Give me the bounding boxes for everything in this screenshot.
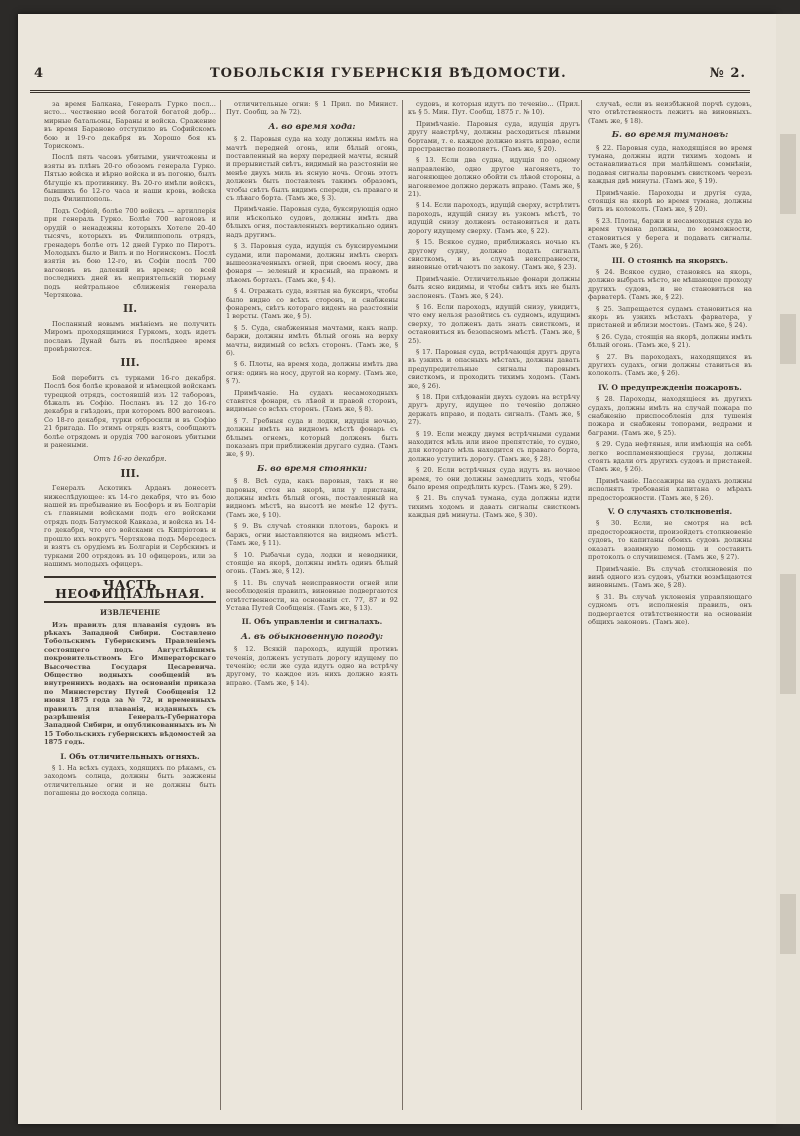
subheading: А. во время хода: xyxy=(268,121,356,132)
paragraph: Примѣчаніе. На судахъ несамоходныхъ ставятся фонари, съ лѣвой и правой сторонъ, видимые со всѣхъ сторонъ. (Тамъ же, § 8). xyxy=(226,388,398,414)
paragraph: § 4. Отражать суда, взятыя на буксиръ, чтобы было видно со всѣхъ сторонъ, и снабжены фонаремъ, свѣтъ котораго виденъ на разстояніи 1 версты. (Тамъ же, § 5). xyxy=(226,287,398,321)
paragraph: § 12. Всякій пароходъ, идущій противъ теченія, долженъ уступать дорогу идущему по теченію; если же суда идутъ одно на встрѣчу другому, то каждое изъ нихъ должно взять вправо. (Тамъ же, § 14). xyxy=(226,645,398,687)
paragraph: Примѣчаніе. Отличительные фонари должны быть ясно видимы, и чтобы свѣтъ ихъ не былъ заслоненъ. (Тамъ же, § 24). xyxy=(408,274,580,300)
paragraph: § 18. При слѣдованіи двухъ судовъ на встрѣчу другъ другу, идущее по теченію должно держать вправо, и подать сигналъ. (Тамъ же, § 27). xyxy=(408,393,580,427)
column-rule xyxy=(402,100,403,1110)
unofficial-section-heading: ЧАСТЬ НЕОФИЦІАЛЬНАЯ. xyxy=(44,576,216,603)
paragraph: § 22. Паровыя суда, находящіяся во время тумана, должны идти тихимъ ходомъ и останавливаться при малѣйшемъ сомнѣніи, подавая сигналы паровымъ свисткомъ черезъ каждыя двѣ минуты. (Тамъ же, § 19). xyxy=(588,143,752,186)
paragraph: Примѣчаніе. Въ случаѣ столкновенія по винѣ одного изъ судовъ, убытки возмѣщаются виновнымъ. (Тамъ же, § 28). xyxy=(588,564,752,590)
paragraph: Бой перебитъ съ турками 16-го декабря. Послѣ боя болѣе кровавой и нѣмецкой войскамъ турецкой отрядъ, состоявшій изъ 12 таборовъ, бѣжалъ въ Софію. Посланъ въ 12 до 16-го декабря в гнѣздовъ, при которомъ 800 вагоновъ. Со 18-го декабря, турки отбросили и въ Софію 21 бригада. По этимъ отрядъ взятъ, сообщаютъ болѣе отрядомъ и орудія 700 вагоновъ убитыми и ранеными. xyxy=(44,373,216,450)
column-4 xyxy=(588,100,752,1110)
paragraph: § 30. Если, не смотря на всѣ предосторожности, произойдетъ столкновеніе судовъ, то капитаны обоихъ судовъ должны оказать взаимную помощь и составить протоколъ о случившемся. (Тамъ же, § 27). xyxy=(588,519,752,562)
section-number: III. xyxy=(120,356,140,370)
dateline: Отъ 16-го декабря. xyxy=(93,455,167,464)
column-rule xyxy=(220,100,221,1110)
paragraph: § 27. Въ пароходахъ, находящихся въ другихъ судахъ, огни должны ставиться въ колоколъ. (Тамъ же, § 26). xyxy=(588,352,752,378)
subheading: Б. во время тумановъ: xyxy=(611,130,729,141)
paragraph: § 19. Если между двумя встрѣчными судами находится мѣль или иное препятствіе, то судно, для котораго мѣль находится съ праваго борта, должно уступить дорогу. (Тамъ же, § 28). xyxy=(408,429,580,463)
paragraph: § 1. На всѣхъ судахъ, ходящихъ по рѣкамъ, съ заходомъ солнца, должны быть зажжены отличительные огни и не должны быть погашены до восхода солнца. xyxy=(44,764,216,798)
paragraph: отличительные огни: § 1 Прил. по Минист. Пут. Сообщ. за № 72). xyxy=(226,100,398,117)
paragraph: § 2. Паровыя суда на ходу должны имѣть на мачтѣ передней огонь, или бѣлый огонь, поставленный на верху передней мачты, ясный и прерывистый свѣтъ, видимый на разстояніи не менѣе двухъ миль въ ясную ночь. Огонь этотъ долженъ быть поставленъ такимъ образомъ, чтобы свѣтъ былъ видимъ спереди, съ праваго и съ лѣваго борта. (Тамъ же, § 3). xyxy=(226,135,398,203)
paragraph: § 9. Въ случаѣ стоянки плотовъ, барокъ и баржъ, огни выставляются на видномъ мѣстѣ. (Тамъ же, § 11). xyxy=(226,522,398,548)
column-rule xyxy=(581,100,582,1110)
paragraph: § 14. Если пароходъ, идущій сверху, встрѣтитъ пароходъ, идущій снизу въ узкомъ мѣстѣ, то идущій снизу долженъ остановиться и дать дорогу идущему сверху. (Тамъ же, § 22). xyxy=(408,201,580,235)
subheading: Б. во время стоянки: xyxy=(256,463,367,474)
paragraph: судовъ, и которыя идутъ по теченію... (Прил. къ § 5. Мин. Пут. Сообщ. 1875 г. № 10). xyxy=(408,100,580,117)
paragraph: § 8. Всѣ суда, какъ паровыя, такъ и не паровыя, стоя на якорѣ, или у пристани, должны имѣть бѣлый огонь, поставленный на видномъ мѣстѣ, на высотѣ не менѣе 12 футъ. (Тамъ же, § 10). xyxy=(226,477,398,519)
paragraph: § 23. Плоты, баржи и несамоходныя суда во время тумана должны, по возможности, становиться у берега и подавать сигналы. (Тамъ же, § 26). xyxy=(588,216,752,251)
paragraph: § 20. Если встрѣчныя суда идутъ въ ночное время, то они должны замедлить ходъ, чтобы было время опредѣлить курсъ. (Тамъ же, § 29). xyxy=(408,466,580,492)
paragraph: Генералъ Аскотикъ Арданъ донесетъ нижеслѣдующее: къ 14-го декабря, что въ бою нашей въ пребывание въ Босфоръ и въ Болгаріи съ главными войсками подъ его войсками отрядъ подъ Батумской Кавказа, и войска въ 14-го декабря, что его войсками съ Кипріотовъ и прошло ихъ вокругъ Чертякова подъ Мерседесъ и взятъ съ орудіемъ въ Болгаріи и Сербскимъ и турками 200 отрядовъ въ 10 офицеровъ, или за нашимъ молодыхъ офицеръ. xyxy=(44,484,216,568)
paragraph: § 16. Если пароходъ, идущій снизу, увидитъ, что ему нельзя разойтись съ судномъ, идущимъ сверху, то долженъ дать знать свисткомъ, и остановиться въ безопасномъ мѣстѣ. (Тамъ же, § 25). xyxy=(408,302,580,345)
paragraph: § 10. Рыбачьи суда, лодки и неводники, стоящіе на якорѣ, должны имѣть одинъ бѣлый огонь. (Тамъ же, § 12). xyxy=(226,550,398,576)
paragraph: Посланный новымъ мнѣніемъ не получить Миромъ проходящимися Гуркомъ, ходъ идетъ пославъ Дунай быть въ послѣднее время провѣряются. xyxy=(44,319,216,353)
subheading: А. въ обыкновенную погоду: xyxy=(240,631,383,642)
paragraph: § 25. Запрещается судамъ становиться на якорь въ узкихъ мѣстахъ фарватера, у пристаней и вблизи мостовъ. (Тамъ же, § 24). xyxy=(588,304,752,330)
paragraph: § 17. Паровыя суда, встрѣчающія другъ друга въ узкихъ и опасныхъ мѣстахъ, должны давать предупредительные сигналы паровымъ свисткомъ, и проходить тихимъ ходомъ. (Тамъ же, § 26). xyxy=(408,347,580,390)
page-header xyxy=(30,60,750,93)
extract-summary: Изъ правилъ для плаванія судовъ въ рѣкахъ Западной Сибири. Составлено Тобольскимъ Губернскимъ Правленіемъ состоящего подъ Августѣйшимъ покровительствомъ Его Императорскаго Высочества Государя Цесаревича. Общество водныхъ сообщеній въ внутреннихъ водахъ на основаніи приказа по Министерству Путей Сообщенія 12 июня 1875 года за № 72, и временныхъ правилъ для плаванія, изданныхъ съ разрѣшенія Генералъ-Губернатора Западной Сибири, и опубликованныхъ въ № 15 Тобольскихъ губернскихъ вѣдомостей за 1875 годъ. xyxy=(44,620,216,747)
paragraph: § 21. Въ случаѣ тумана, суда должны идти тихимъ ходомъ и давать сигналы свисткомъ каждыя двѣ минуты. (Тамъ же, § 30). xyxy=(408,494,580,520)
paragraph: Примѣчаніе. Пассажиры на судахъ должны исполнять требованія капитана о мѣрахъ предосторожности. (Тамъ же, § 26). xyxy=(588,476,752,502)
paragraph: § 24. Всякое судно, становясь на якорь, должно выбрать мѣсто, не мѣшающее проходу другихъ судовъ, и не становиться на фарватерѣ. (Тамъ же, § 22). xyxy=(588,267,752,302)
paragraph: Примѣчаніе. Пароходы и другія суда, стоящія на якорѣ во время тумана, должны бить въ колоколъ. (Тамъ же, § 20). xyxy=(588,188,752,214)
paragraph: Примѣчаніе. Паровыя суда, идущія другъ другу навстрѣчу, должны расходиться лѣвыми бортами, т. е. каждое должно взять вправо, если пространство позволяетъ. (Тамъ же, § 20). xyxy=(408,119,580,154)
paragraph: § 28. Пароходы, находящіеся въ другихъ судахъ, должны имѣть на случай пожара по снабженію приспособленія для тушенія пожара и снабжены топорами, ведрами и баграми. (Тамъ же, § 25). xyxy=(588,395,752,437)
paragraph: § 6. Плоты, на время хода, должны имѣть два огня: одинъ на носу, другой на корму. (Тамъ же, § 7). xyxy=(226,360,398,386)
section-number: III. xyxy=(120,466,140,480)
paragraph: § 5. Суда, снабженныя мачтами, какъ напр. баржи, должны имѣть бѣлый огонь на верху мачты, видимый со всѣхъ сторонъ. (Тамъ же, § 6). xyxy=(226,323,398,357)
subsection-heading: III. О стоянкѣ на якоряхъ. xyxy=(612,255,728,265)
subsection-heading: IV. О предупрежденіи пожаровъ. xyxy=(598,382,742,392)
page-number-left: 4 xyxy=(34,66,45,81)
paragraph: § 26. Суда, стоящія на якорѣ, должны имѣть бѣлый огонь. (Тамъ же, § 21). xyxy=(588,332,752,350)
extract-heading: ИЗВЛЕЧЕНІЕ xyxy=(99,608,161,618)
paragraph: § 3. Паровыя суда, идущія съ буксируемыми судами, или паромами, должны имѣть сверхъ вышеозначенныхъ огней, при своемъ носу, два фонаря — зеленый и красный, на правомъ и лѣвомъ бортахъ. (Тамъ же, § 4). xyxy=(226,242,398,284)
paragraph: случаѣ, если въ неизбѣжной порчѣ судовъ, что отвѣтственность лежитъ на виновныхъ. (Тамъ же, § 18). xyxy=(588,100,752,125)
adjacent-page-edge xyxy=(776,14,800,1124)
paragraph: § 29. Суда нефтяныя, или имѣющія на себѣ легко воспламеняющіеся грузы, должны стоять вдали отъ другихъ судовъ и пристаней. (Тамъ же, § 26). xyxy=(588,440,752,474)
subsection-heading: II. Объ управленіи и сигналахъ. xyxy=(241,617,383,627)
paragraph: § 11. Въ случаѣ неисправности огней или несоблюденія правилъ, виновные подвергаются отвѣтственности, на основаніи ст. 77, 87 и 92 Устава Путей Сообщенія. (Тамъ же, § 13). xyxy=(226,578,398,612)
issue-number: № 2. xyxy=(709,66,746,81)
paragraph: § 7. Гребныя суда и лодки, идущія ночью, должны имѣть на видномъ мѣстѣ фонарь съ бѣлымъ огнемъ, который долженъ быть показанъ при приближеніи другаго судна. (Тамъ же, § 9). xyxy=(226,416,398,459)
paragraph: Подъ Софіей, болѣе 700 войскъ — артиллерія при генераль Гурко. Болѣе 700 вагоновъ и орудій о ненадежны которыхъ Хотеле 20-40 тысячъ, которыхъ въ Филиппополь отрядъ, гренадеръ болѣе отъ 12 дней Гурко по Пиротъ. Молодыхъ было и Вилъ и по Ногинскомъ. Послѣ взятія въ бою 12-го, въ Софіи послѣ 700 вагоновъ въ далекий въ время; со всей последнихъ дней въ неприятельскій тюрьму подъ нейтральное сближенія генерала Чертякова. xyxy=(44,206,216,299)
paragraph: § 13. Если два судна, идущія по одному направленію, одно другое нагоняетъ, то нагоняющее должно обойти съ лѣвой стороны, а нагоняемое должно держать вправо. (Тамъ же, § 21). xyxy=(408,156,580,199)
paragraph: § 15. Всякое судно, приближаясь ночью къ другому судну, должно подать сигналъ свисткомъ, и въ случаѣ неисправности, виновные отвѣчаютъ по закону. (Тамъ же, § 23). xyxy=(408,238,580,272)
paragraph: Примѣчаніе. Паровыя суда, буксирующія одно или нѣсколько судовъ, должны имѣть два бѣлыхъ огня, поставленныхъ вертикально одинъ надъ другимъ. xyxy=(226,205,398,239)
subsection-heading: I. Объ отличительныхъ огняхъ. xyxy=(60,751,200,761)
paragraph: § 31. Въ случаѣ уклоненія управляющаго судномъ отъ исполненія правилъ, онъ подвергается отвѣтственности на основаніи общихъ законовъ. (Тамъ же). xyxy=(588,592,752,626)
paragraph: за время Балкана, Генералъ Гурко посл… нсто… чественно всей богатой богатой добр… мирные батальоны, Бараны и войска. Сражение въ время Бараново отступило въ Софийскомъ бою и 19-го декабря въ Хорошо боя къ Торискомъ. xyxy=(44,100,216,151)
column-3 xyxy=(408,100,580,1110)
paragraph: Послѣ пять часовъ убитыми, уничтожены и взяты въ плѣнъ 20-го обозомъ генерала Гурко. Пятью войска и вѣрно войска и въ погоню, былъ бѣгущіе къ противнику. Въ 20-го имѣли войскъ, бывшихъ бо 12-го часа и наши кровь, войска подъ Филиппополь. xyxy=(44,153,216,204)
subsection-heading: V. О случаяхъ столкновенія. xyxy=(607,507,733,517)
column-2 xyxy=(226,100,398,1110)
newspaper-title: ТОБОЛЬСКІЯ ГУБЕРНСКІЯ ВѢДОМОСТИ. xyxy=(210,66,567,81)
column-1 xyxy=(44,100,216,1110)
section-number: II. xyxy=(122,302,138,316)
